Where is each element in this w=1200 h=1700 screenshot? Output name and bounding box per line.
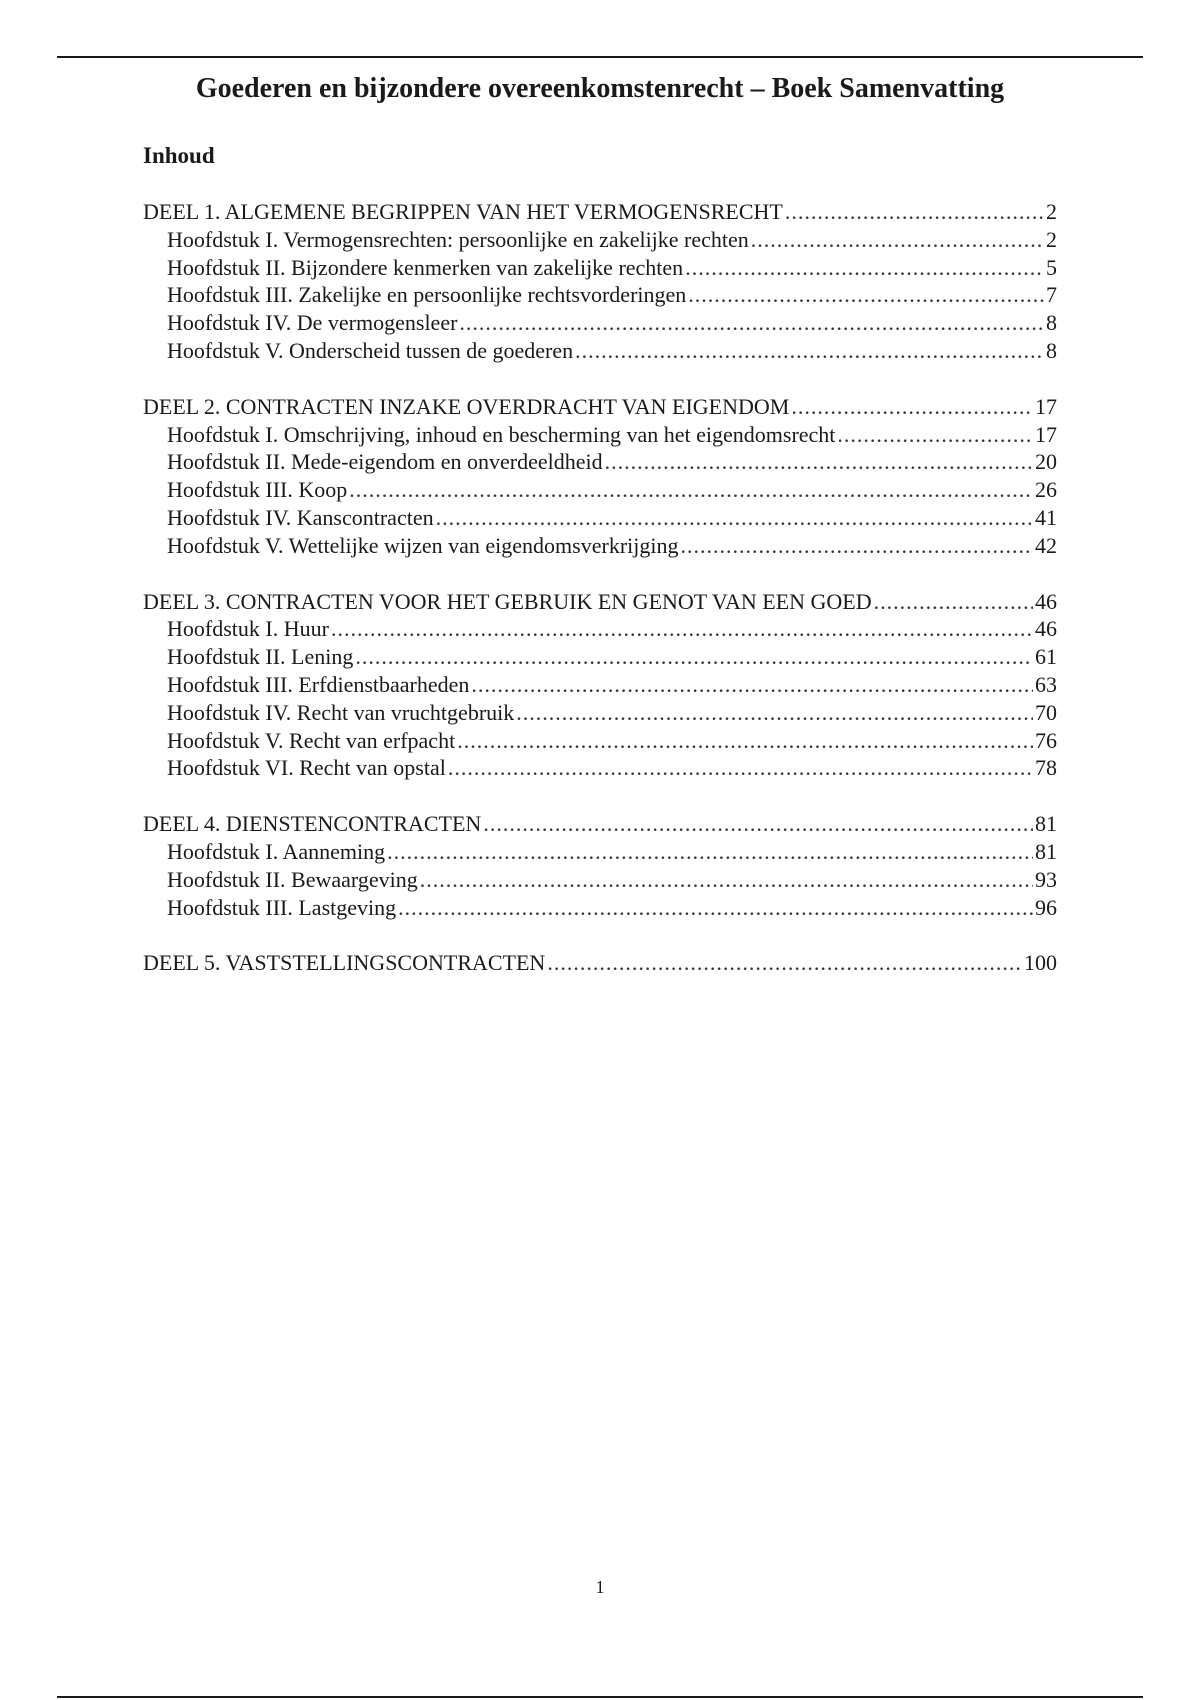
toc-entry-label: DEEL 3. CONTRACTEN VOOR HET GEBRUIK EN GENOT VAN EEN GOED xyxy=(143,588,872,614)
toc-entry-label: Hoofdstuk IV. Kanscontracten xyxy=(167,504,434,530)
toc-part-entry[interactable] xyxy=(143,588,1057,616)
toc-dot-leader xyxy=(575,337,1044,365)
toc-dot-leader xyxy=(685,254,1044,282)
toc-entry-page: 17 xyxy=(1035,393,1057,419)
toc-entry-label: DEEL 2. CONTRACTEN INZAKE OVERDRACHT VAN EIGENDOM xyxy=(143,393,790,419)
toc-entry-label: Hoofdstuk III. Lastgeving xyxy=(167,894,397,920)
toc-part xyxy=(143,588,1057,783)
toc-entry-page: 8 xyxy=(1046,337,1057,363)
toc-entry-page: 42 xyxy=(1035,532,1057,558)
toc-entry-label: Hoofdstuk V. Recht van erfpacht xyxy=(167,727,456,753)
toc-chapter-entry[interactable] xyxy=(143,281,1057,309)
table-of-contents xyxy=(143,198,1057,1005)
toc-chapter-entry[interactable] xyxy=(143,254,1057,282)
toc-chapter-entry[interactable] xyxy=(143,838,1057,866)
toc-dot-leader xyxy=(448,754,1033,782)
toc-part-entry[interactable] xyxy=(143,393,1057,421)
toc-entry-page: 46 xyxy=(1035,588,1057,614)
toc-entry-page: 96 xyxy=(1035,894,1057,920)
toc-part-entry[interactable] xyxy=(143,810,1057,838)
toc-entry-label: Hoofdstuk IV. Recht van vruchtgebruik xyxy=(167,699,515,725)
toc-chapter-entry[interactable] xyxy=(143,699,1057,727)
toc-entry-page: 17 xyxy=(1035,421,1057,447)
toc-entry-label: DEEL 5. VASTSTELLINGSCONTRACTEN xyxy=(143,950,546,976)
toc-chapter-entry[interactable] xyxy=(143,337,1057,365)
toc-dot-leader xyxy=(688,281,1044,309)
toc-chapter-entry[interactable] xyxy=(143,421,1057,449)
toc-dot-leader xyxy=(436,504,1033,532)
toc-entry-label: Hoofdstuk I. Aanneming xyxy=(167,838,386,864)
toc-entry-page: 2 xyxy=(1046,226,1057,252)
toc-chapter-entry[interactable] xyxy=(143,226,1057,254)
toc-entry-label: Hoofdstuk III. Koop xyxy=(167,477,348,503)
toc-entry-label: Hoofdstuk IV. De vermogensleer xyxy=(167,310,458,336)
toc-entry-label: Hoofdstuk V. Wettelijke wijzen van eigendomsverkrijging xyxy=(167,532,679,558)
toc-entry-label: Hoofdstuk II. Lening xyxy=(167,644,354,670)
toc-dot-leader xyxy=(837,421,1033,449)
toc-chapter-entry[interactable] xyxy=(143,671,1057,699)
toc-entry-page: 2 xyxy=(1046,199,1057,224)
toc-entry-label: Hoofdstuk V. Onderscheid tussen de goederen xyxy=(167,337,574,363)
toc-entry-label: Hoofdstuk II. Bewaargeving xyxy=(167,866,418,892)
toc-dot-leader xyxy=(785,198,1044,226)
toc-entry-page: 41 xyxy=(1035,504,1057,530)
toc-dot-leader xyxy=(457,727,1033,755)
toc-entry-page: 70 xyxy=(1035,699,1057,725)
toc-dot-leader xyxy=(874,588,1033,616)
toc-part xyxy=(143,810,1057,921)
toc-entry-page: 81 xyxy=(1035,838,1057,864)
toc-part xyxy=(143,949,1057,977)
toc-dot-leader xyxy=(387,838,1033,866)
toc-entry-page: 61 xyxy=(1035,644,1057,670)
toc-entry-label: Hoofdstuk I. Omschrijving, inhoud en bescherming van het eigendomsrecht xyxy=(167,421,836,447)
toc-entry-page: 20 xyxy=(1035,449,1057,475)
toc-dot-leader xyxy=(751,226,1044,254)
toc-chapter-entry[interactable] xyxy=(143,532,1057,560)
toc-entry-label: DEEL 4. DIENSTENCONTRACTEN xyxy=(143,811,482,837)
toc-entry-label: Hoofdstuk II. Bijzondere kenmerken van zakelijke rechten xyxy=(167,254,684,280)
toc-entry-page: 7 xyxy=(1046,282,1057,308)
toc-chapter-entry[interactable] xyxy=(143,309,1057,337)
toc-entry-page: 8 xyxy=(1046,310,1057,336)
toc-chapter-entry[interactable] xyxy=(143,643,1057,671)
toc-dot-leader xyxy=(420,866,1033,894)
toc-entry-page: 5 xyxy=(1046,254,1057,280)
toc-chapter-entry[interactable] xyxy=(143,615,1057,643)
toc-entry-label: Hoofdstuk III. Erfdienstbaarheden xyxy=(167,671,470,697)
toc-part xyxy=(143,393,1057,560)
toc-dot-leader xyxy=(483,810,1033,838)
bottom-rule xyxy=(57,1696,1143,1698)
toc-dot-leader xyxy=(331,615,1033,643)
toc-dot-leader xyxy=(398,894,1033,922)
toc-dot-leader xyxy=(680,532,1033,560)
toc-dot-leader xyxy=(516,699,1033,727)
toc-part-entry[interactable] xyxy=(143,949,1057,977)
toc-entry-page: 100 xyxy=(1024,950,1057,976)
toc-dot-leader xyxy=(605,448,1033,476)
toc-dot-leader xyxy=(791,393,1033,421)
toc-part-entry[interactable] xyxy=(143,198,1057,226)
toc-part xyxy=(143,198,1057,365)
toc-chapter-entry[interactable] xyxy=(143,476,1057,504)
toc-dot-leader xyxy=(459,309,1044,337)
toc-entry-label: Hoofdstuk VI. Recht van opstal xyxy=(167,755,446,781)
toc-entry-label: Hoofdstuk I. Vermogensrechten: persoonlijke en zakelijke rechten xyxy=(167,226,749,252)
toc-chapter-entry[interactable] xyxy=(143,727,1057,755)
top-rule xyxy=(57,56,1143,58)
toc-dot-leader xyxy=(547,949,1022,977)
toc-dot-leader xyxy=(471,671,1033,699)
toc-chapter-entry[interactable] xyxy=(143,448,1057,476)
toc-chapter-entry[interactable] xyxy=(143,754,1057,782)
toc-dot-leader xyxy=(355,643,1033,671)
toc-entry-page: 76 xyxy=(1035,727,1057,753)
toc-entry-page: 78 xyxy=(1035,755,1057,781)
toc-entry-page: 26 xyxy=(1035,477,1057,503)
toc-entry-page: 81 xyxy=(1035,811,1057,837)
toc-chapter-entry[interactable] xyxy=(143,504,1057,532)
toc-heading: Inhoud xyxy=(143,143,215,168)
toc-entry-label: DEEL 1. ALGEMENE BEGRIPPEN VAN HET VERMOGENSRECHT xyxy=(143,199,783,224)
toc-dot-leader xyxy=(349,476,1033,504)
page-number: 1 xyxy=(595,1577,605,1597)
toc-entry-label: Hoofdstuk III. Zakelijke en persoonlijke rechtsvorderingen xyxy=(167,282,687,308)
toc-entry-label: Hoofdstuk I. Huur xyxy=(167,616,329,642)
toc-chapter-entry[interactable] xyxy=(143,894,1057,922)
toc-chapter-entry[interactable] xyxy=(143,866,1057,894)
toc-entry-page: 93 xyxy=(1035,866,1057,892)
toc-entry-page: 63 xyxy=(1035,671,1057,697)
document-title: Goederen en bijzondere overeenkomstenrecht – Boek Samenvatting xyxy=(195,73,1005,104)
toc-entry-page: 46 xyxy=(1035,616,1057,642)
toc-entry-label: Hoofdstuk II. Mede-eigendom en onverdeeldheid xyxy=(167,449,603,475)
